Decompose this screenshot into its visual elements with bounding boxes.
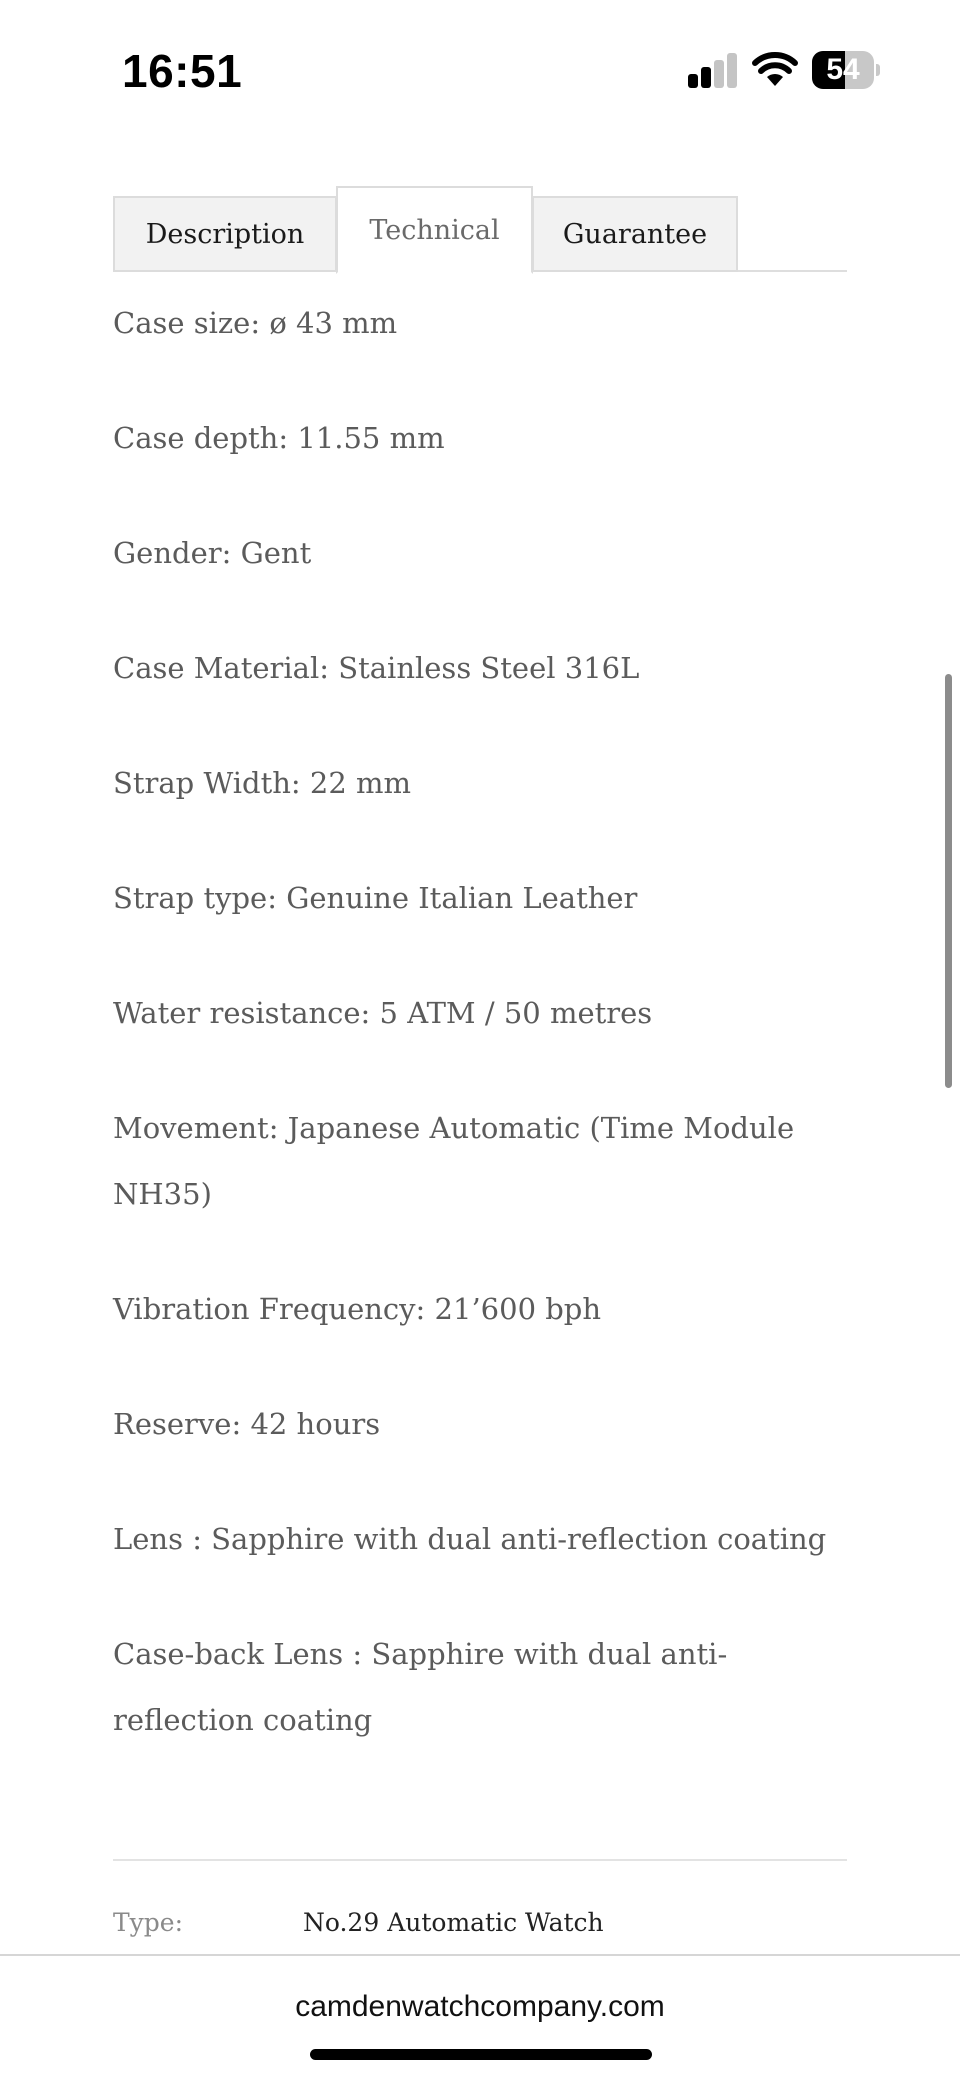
spec-strap-type: Strap type: Genuine Italian Leather (113, 881, 638, 915)
battery-level: 54 (826, 53, 860, 86)
tab-technical[interactable]: Technical (336, 186, 533, 274)
browser-address-bar[interactable] (0, 1954, 960, 2081)
tab-description[interactable]: Description (113, 196, 337, 272)
type-label: Type: (113, 1908, 184, 1937)
status-time: 16:51 (122, 45, 243, 97)
home-indicator[interactable] (310, 2049, 652, 2060)
url-text[interactable]: camdenwatchcompany.com (295, 1990, 665, 2023)
product-info-tabs (113, 186, 847, 272)
spec-lens: Lens : Sapphire with dual anti-reflection coating (113, 1522, 827, 1556)
section-divider (113, 1859, 847, 1861)
spec-case-size: Case size: ø 43 mm (113, 306, 398, 340)
battery-icon (812, 51, 880, 89)
cellular-signal-icon (688, 52, 738, 88)
spec-reserve: Reserve: 42 hours (113, 1407, 381, 1441)
technical-spec-list (113, 290, 847, 1802)
wifi-icon (752, 50, 798, 88)
spec-vibration-frequency: Vibration Frequency: 21’600 bph (113, 1292, 602, 1326)
status-bar (0, 0, 960, 140)
spec-case-material: Case Material: Stainless Steel 316L (113, 651, 640, 685)
type-value: No.29 Automatic Watch (303, 1908, 604, 1937)
product-type-row (113, 1908, 847, 1948)
spec-case-back-lens: Case-back Lens : Sapphire with dual anti-reflection coating (113, 1637, 728, 1737)
page-scrollbar[interactable] (945, 674, 952, 1088)
tab-guarantee[interactable]: Guarantee (532, 196, 738, 272)
spec-movement: Movement: Japanese Automatic (Time Module NH35) (113, 1111, 795, 1211)
spec-strap-width: Strap Width: 22 mm (113, 766, 412, 800)
spec-case-depth: Case depth: 11.55 mm (113, 421, 445, 455)
spec-water-resistance: Water resistance: 5 ATM / 50 metres (113, 996, 653, 1030)
spec-gender: Gender: Gent (113, 536, 312, 570)
